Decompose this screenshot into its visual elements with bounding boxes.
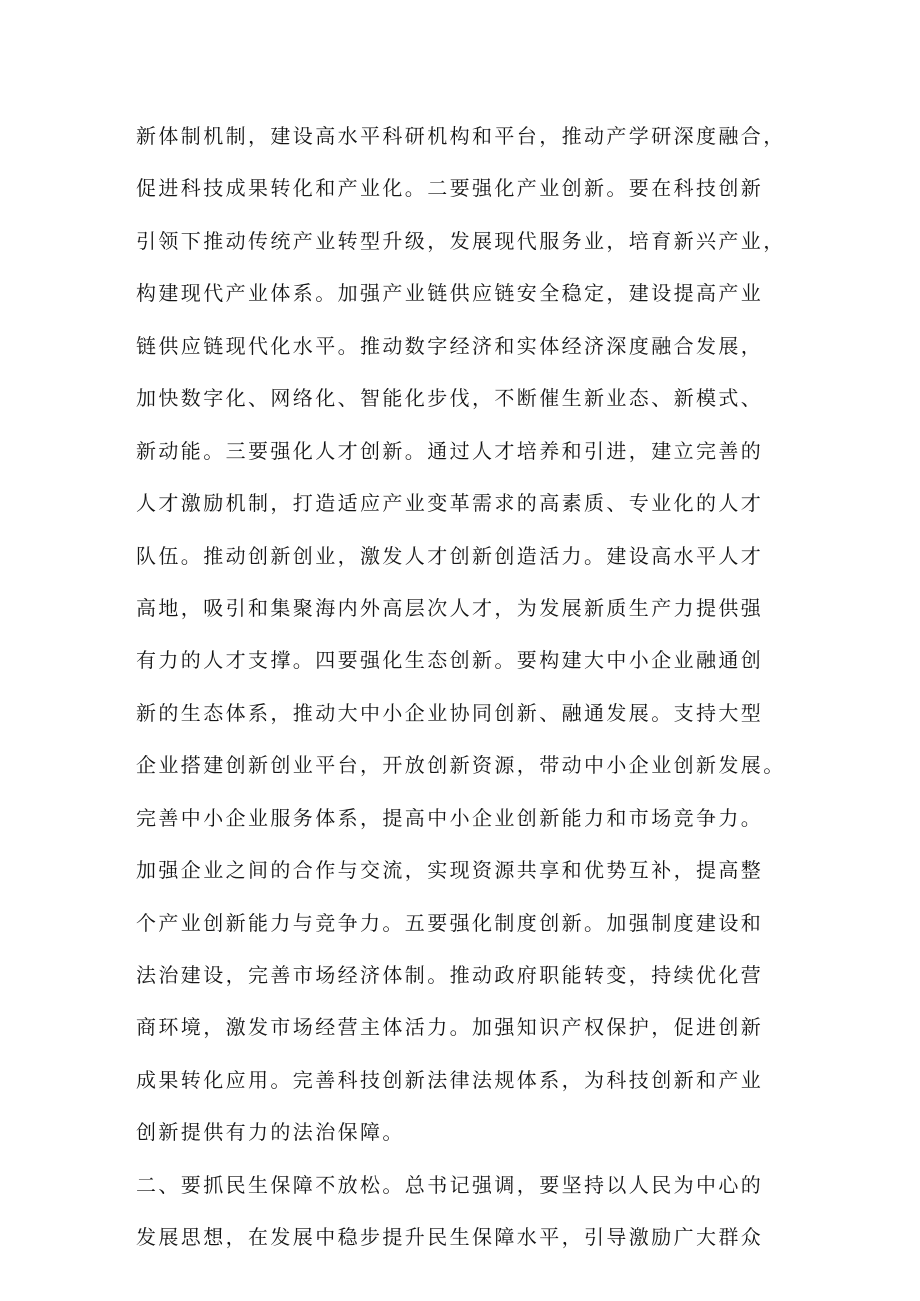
text-line: 创新提供有力的法治保障。 [136, 1120, 405, 1145]
text-line: 构建现代产业体系。加强产业链供应链安全稳定，建设提高产业 [136, 281, 764, 306]
text-line: 法治建设，完善市场经济体制。推动政府职能转变，持续优化营 [136, 963, 764, 987]
text-line: 商环境，激发市场经营主体活力。加强知识产权保护，促进创新 [136, 1015, 764, 1040]
text-line: 促进科技成果转化和产业化。二要强化产业创新。要在科技创新 [136, 176, 764, 201]
text-line: 队伍。推动创新创业，激发人才创新创造活力。建设高水平人才 [136, 543, 764, 568]
text-line: 有力的人才支撑。四要强化生态创新。要构建大中小企业融通创 [136, 648, 764, 673]
text-line: 完善中小企业服务体系，提高中小企业创新能力和市场竞争力。 [136, 805, 764, 830]
text-line: 二、要抓民生保障不放松。总书记强调，要坚持以人民为中心的 [136, 1172, 764, 1197]
text-line: 加强企业之间的合作与交流，实现资源共享和优势互补，提高整 [136, 858, 764, 883]
body-text [136, 110, 806, 1264]
text-line: 发展思想，在发展中稳步提升民生保障水平，引导激励广大群众 [136, 1225, 764, 1250]
text-line: 引领下推动传统产业转型升级，发展现代服务业，培育新兴产业， [136, 228, 786, 253]
text-line: 新动能。三要强化人才创新。通过人才培养和引进，建立完善的 [136, 438, 764, 463]
text-line: 新体制机制，建设高水平科研机构和平台，推动产学研深度融合， [136, 124, 786, 148]
text-line: 人才激励机制，打造适应产业变革需求的高素质、专业化的人才 [136, 491, 764, 516]
text-line: 高地，吸引和集聚海内外高层次人才，为发展新质生产力提供强 [136, 595, 764, 620]
text-line: 成果转化应用。完善科技创新法律法规体系，为科技创新和产业 [136, 1067, 764, 1092]
text-line: 个产业创新能力与竞争力。五要强化制度创新。加强制度建设和 [136, 910, 764, 935]
text-line: 新的生态体系，推动大中小企业协同创新、融通发展。支持大型 [136, 700, 764, 725]
text-line: 链供应链现代化水平。推动数字经济和实体经济深度融合发展， [136, 333, 764, 358]
text-line: 企业搭建创新创业平台，开放创新资源，带动中小企业创新发展。 [136, 753, 786, 778]
text-line: 加快数字化、网络化、智能化步伐，不断催生新业态、新模式、 [136, 386, 764, 411]
